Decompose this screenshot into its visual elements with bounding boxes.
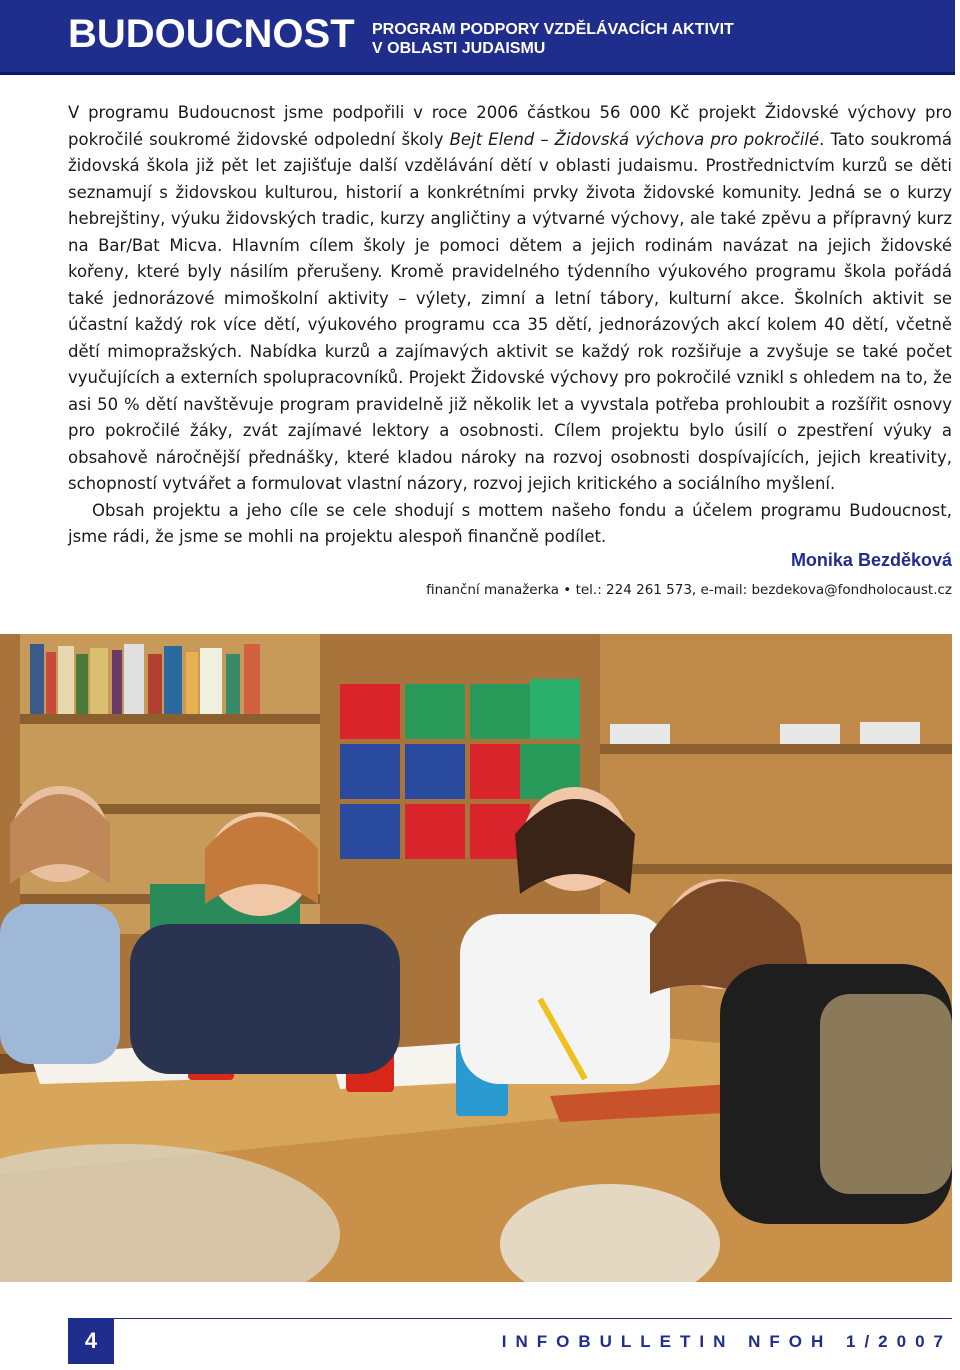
- author-name: Monika Bezděková: [790, 550, 952, 570]
- article-body: [68, 100, 952, 551]
- classroom-photo-illustration: [0, 634, 952, 1282]
- classroom-photo: [0, 634, 952, 1282]
- article-paragraph-2: Obsah projektu a jeho cíle se cele shodují s mottem našeho fondu a účelem programu Budoucnost, jsme rádi, že jsme se mohli na projektu alespoň finančně podílet.: [68, 500, 952, 546]
- p1-text-start: V programu Budoucnost jsme podpořili v roce 2006 částkou 56 000 Kč projekt Židovské výchovy pro pokročilé soukromé židovské odpolední školy: [68, 103, 952, 149]
- subtitle-line-1: PROGRAM PODPORY VZDĚLÁVACÍCH AKTIVIT: [372, 21, 734, 38]
- footer-rule: [68, 1318, 952, 1319]
- header-band: [0, 0, 955, 75]
- section-subtitle: [372, 20, 734, 58]
- subtitle-line-2: V OBLASTI JUDAISMU: [372, 40, 546, 57]
- page-number: 4: [68, 1318, 114, 1364]
- p1-text-rest: . Tato soukromá židovská škola již pět let zajišťuje další vzdělávání dětí v oblasti judaismu. Prostřednictvím kurzů se děti seznamují s židovskou kulturou, historií a konkrétními prvky života židovské komunity. Jedná se o kurzy hebrejštiny, výuku židovských tradic, kurzy angličtiny a výtvarné výchovy, ale také zpěvu a přípravný kurz na Bar/Bat Micva. Hlavním cílem školy je pomoci dětem a jejich rodinám navázat na jejich židovské kořeny, které byly násilím přerušeny. Kromě pravidelného týdenního výukového programu škola pořádá také jednorázové mimoškolní aktivity – výlety, zimní a letní tábory, kulturní akce. Školních aktivit se účastní každý rok více dětí, výukového programu cca 35 dětí, jednorázových akcí kolem 40 dětí, včetně dětí mimopražských. Nabídka kurzů a zajímavých aktivit se každý rok rozšiřuje a zvyšuje se také počet vyučujících a externích spolupracovníků. Projekt Židovské výchovy pro pokročilé vznikl s ohledem na to, že asi 50 % dětí navštěvuje program pravidelně již několik let a vyvstala potřeba prohloubit a rozšířit osnovy pro pokročilé žáky, zvát zajímavé lektory a osobnosti. Cílem projektu bylo úsilí o zpestření výuky a obsahově náročnější přednášky, které kladou nároky na rozvoj osobnosti dospívajících, jejich kreativity, schopností vytvářet a formulovat vlastní názory, rozvoj jejich kritického a sociálního myšlení.: [68, 129, 952, 493]
- section-title: BUDOUCNOST: [68, 12, 355, 56]
- p1-italic-school: Bejt Elend: [449, 129, 535, 149]
- author-contact: finanční manažerka • tel.: 224 261 573, e-mail: bezdekova@fondholocaust.cz: [426, 582, 952, 598]
- article-paragraph-1: [68, 100, 952, 498]
- bulletin-name: INFOBULLETIN NFOH 1/2007: [501, 1332, 952, 1351]
- p1-dash: –: [534, 129, 555, 149]
- p1-italic-project: Židovská výchova pro pokročilé: [554, 129, 820, 149]
